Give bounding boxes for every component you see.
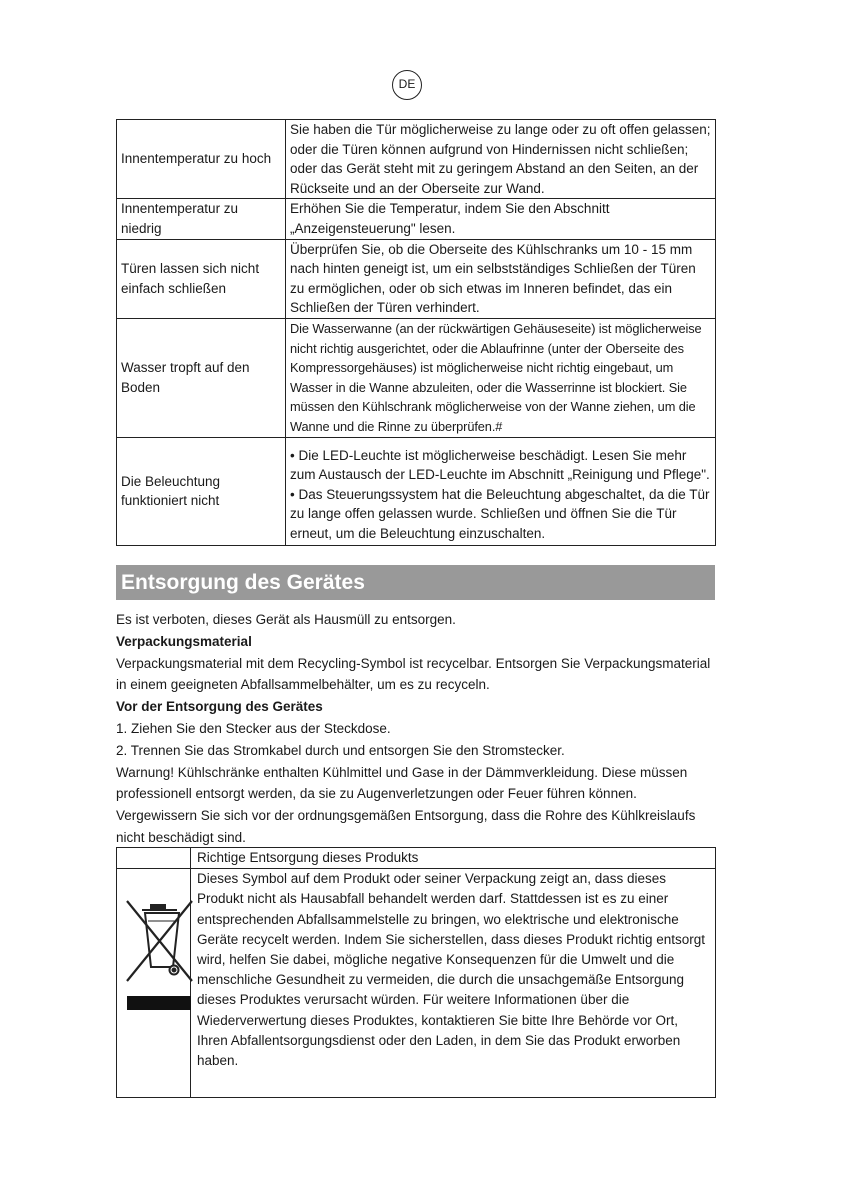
problem-cell: Wasser tropft auf den Boden	[117, 318, 286, 437]
troubleshooting-table	[116, 119, 716, 546]
problem-cell: Innentemperatur zu niedrig	[117, 199, 286, 239]
packaging-text: Verpackungsmaterial mit dem Recycling-Symbol ist recycelbar. Entsorgen Sie Verpackungsmaterial in einem geeigneten Abfallsammelbehälter, um es zu recyceln.	[116, 655, 711, 693]
packaging-title: Verpackungsmaterial	[116, 633, 252, 649]
language-badge: DE	[392, 70, 422, 100]
crossed-out-wheelie-bin-icon	[117, 869, 203, 1097]
intro-text: Es ist verboten, dieses Gerät als Hausmüll zu entsorgen.	[116, 612, 456, 627]
solution-cell: Sie haben die Tür möglicherweise zu lange oder zu oft offen gelassen; oder die Türen können aufgrund von Hindernissen nicht schließen; oder das Gerät steht mit zu geringem Abstand an den Seiten, an der Rückseite und an der Oberseite zur Wand.	[286, 120, 716, 199]
section-heading: Entsorgung des Gerätes	[116, 565, 715, 600]
step-1: 1. Ziehen Sie den Stecker aus der Steckdose.	[116, 720, 391, 736]
table-row	[117, 239, 716, 318]
step-2: 2. Trennen Sie das Stromkabel durch und entsorgen Sie den Stromstecker.	[116, 742, 565, 758]
icon-cell	[117, 869, 191, 1098]
table-row	[117, 869, 716, 1098]
table-row	[117, 120, 716, 199]
solution-cell: Erhöhen Sie die Temperatur, indem Sie den Abschnitt „Anzeigensteuerung" lesen.	[286, 199, 716, 239]
table-row	[117, 199, 716, 239]
disposal-text	[116, 609, 720, 849]
check-text: Vergewissern Sie sich vor der ordnungsgemäßen Entsorgung, dass die Rohre des Kühlkreislaufs nicht beschädigt sind.	[116, 808, 696, 845]
solution-cell	[286, 437, 716, 546]
problem-cell: Innentemperatur zu hoch	[117, 120, 286, 199]
warning-text: Warnung! Kühlschränke enthalten Kühlmittel und Gase in der Dämmverkleidung. Diese müssen professionell entsorgt werden, da sie zu Augenverletzungen oder Feuer führen können.	[116, 764, 688, 802]
empty-cell	[117, 848, 191, 869]
weee-text: Dieses Symbol auf dem Produkt oder seiner Verpackung zeigt an, dass dieses Produkt nicht als Hausabfall behandelt werden darf. Stattdessen ist es zu einer entsprechenden Abfallsammelstelle zu bringen, wo elektrische und elektronische Geräte recycelt werden. Indem Sie sicherstellen, dass dieses Produkt richtig entsorgt wird, helfen Sie dabei, mögliche negative Konsequenzen für die Umwelt und die menschliche Gesundheit zu vermeiden, die durch die unsachgemäße Entsorgung dieses Produktes verursacht würden. Für weitere Informationen über die Wiederverwertung dieses Produktes, kontaktieren Sie bitte Ihre Behörde vor Ort, Ihren Abfallentsorgungsdienst oder den Laden, in dem Sie das Produkt erworben haben.	[191, 869, 716, 1098]
weee-table	[116, 847, 716, 1098]
before-disposal-title: Vor der Entsorgung des Gerätes	[116, 699, 323, 715]
table-row	[117, 437, 716, 546]
solution-cell: Die Wasserwanne (an der rückwärtigen Gehäuseseite) ist möglicherweise nicht richtig ausgerichtet, oder die Ablaufrinne (unter der Oberseite des Kompressorgehäuses) ist möglicherweise nicht richtig eingebaut, um Wasser in die Wanne abzuleiten, oder die Wasserrinne ist blockiert. Sie müssen den Kühlschrank möglicherweise von der Wanne ziehen, um die Wanne und die Rinne zu überprüfen.#	[286, 318, 716, 437]
weee-title: Richtige Entsorgung dieses Produkts	[191, 848, 716, 869]
problem-cell: Die Beleuchtung funktioniert nicht	[117, 437, 286, 546]
table-row	[117, 318, 716, 437]
solution-bullet: • Die LED-Leuchte ist möglicherweise beschädigt. Lesen Sie mehr zum Austausch der LED-Leuchte im Abschnitt „Reinigung und Pflege".	[290, 447, 710, 483]
problem-cell: Türen lassen sich nicht einfach schließen	[117, 239, 286, 318]
table-row	[117, 848, 716, 869]
solution-bullet: • Das Steuerungssystem hat die Beleuchtung abgeschaltet, da die Tür zu lange offen gelassen wurde. Schließen und öffnen Sie die Tür erneut, um die Beleuchtung einzuschalten.	[290, 486, 710, 541]
solution-cell: Überprüfen Sie, ob die Oberseite des Kühlschranks um 10 - 15 mm nach hinten geneigt ist, um ein selbstständiges Schließen der Türen zu ermöglichen, oder ob sich etwas im Inneren befindet, das ein Schließen der Türen verhindert.	[286, 239, 716, 318]
